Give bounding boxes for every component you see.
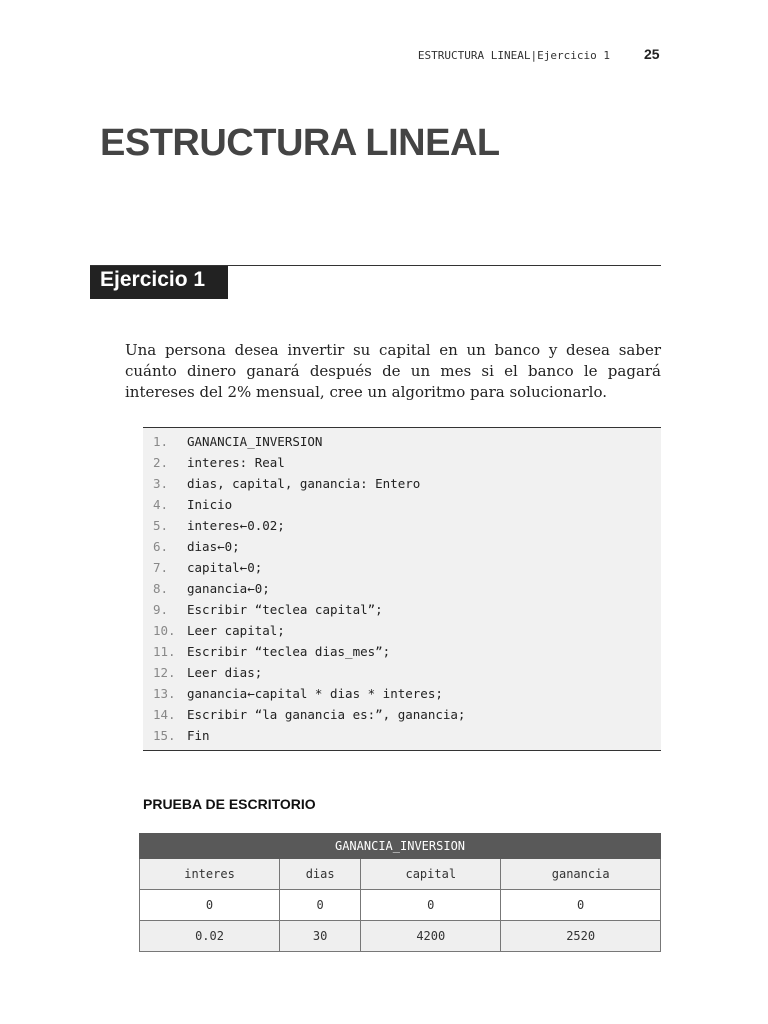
line-number: 14. [153, 707, 176, 722]
line-number: 3. [153, 476, 169, 491]
table-caption: GANANCIA_INVERSION [140, 834, 661, 859]
code-text: Fin [187, 728, 210, 743]
code-text: Escribir “la ganancia es:”, ganancia; [187, 707, 466, 722]
code-text: interes: Real [187, 455, 285, 470]
desk-check-heading: PRUEBA DE ESCRITORIO [143, 796, 316, 812]
exercise-label: Ejercicio 1 [90, 266, 228, 299]
code-line [143, 494, 661, 515]
table-row [140, 921, 661, 952]
code-line [143, 599, 661, 620]
code-text: capital←0; [187, 560, 263, 575]
table-cell: 0 [501, 890, 661, 921]
code-text: Escribir “teclea dias_mes”; [187, 644, 391, 659]
code-text: ganancia←capital * dias * interes; [187, 686, 443, 701]
table-cell: 0 [361, 890, 501, 921]
code-line [143, 683, 661, 704]
code-line [143, 473, 661, 494]
code-text: Inicio [187, 497, 233, 512]
table-cell: 30 [280, 921, 361, 952]
line-number: 2. [153, 455, 169, 470]
table-header-row [140, 859, 661, 890]
column-header: interes [140, 859, 280, 890]
pseudocode-block [143, 427, 661, 751]
running-header-section: ESTRUCTURA LINEAL [417, 49, 531, 62]
code-text: ganancia←0; [187, 581, 270, 596]
column-header: ganancia [501, 859, 661, 890]
line-number: 12. [153, 665, 176, 680]
table-cell: 2520 [501, 921, 661, 952]
code-line [143, 641, 661, 662]
code-text: dias←0; [187, 539, 240, 554]
code-text: interes←0.02; [187, 518, 285, 533]
table-cell: 0.02 [140, 921, 280, 952]
line-number: 4. [153, 497, 169, 512]
page-number: 25 [644, 46, 660, 62]
table-cell: 0 [280, 890, 361, 921]
code-line [143, 452, 661, 473]
running-header-separator: | [530, 49, 538, 62]
running-header [418, 49, 610, 62]
code-line [143, 725, 661, 746]
code-line [143, 620, 661, 641]
line-number: 6. [153, 539, 169, 554]
line-number: 13. [153, 686, 176, 701]
table-cell: 0 [140, 890, 280, 921]
column-header: dias [280, 859, 361, 890]
code-text: GANANCIA_INVERSION [187, 434, 323, 449]
code-line [143, 557, 661, 578]
line-number: 7. [153, 560, 169, 575]
chapter-title: ESTRUCTURA LINEAL [100, 122, 500, 164]
line-number: 9. [153, 602, 169, 617]
code-line [143, 704, 661, 725]
code-text: Leer capital; [187, 623, 285, 638]
column-header: capital [361, 859, 501, 890]
code-text: dias, capital, ganancia: Entero [187, 476, 421, 491]
code-text: Escribir “teclea capital”; [187, 602, 383, 617]
line-number: 8. [153, 581, 169, 596]
code-line [143, 431, 661, 452]
code-line [143, 515, 661, 536]
table-cell: 4200 [361, 921, 501, 952]
line-number: 5. [153, 518, 169, 533]
code-line [143, 578, 661, 599]
running-header-exercise: Ejercicio 1 [537, 49, 610, 62]
exercise-statement: Una persona desea invertir su capital en un banco y desea saber cuánto dinero ganará después de un mes si el banco le pagará intereses del 2% mensual, cree un algoritmo para solucionarlo. [125, 341, 661, 401]
desk-check-table [139, 833, 661, 952]
code-text: Leer dias; [187, 665, 263, 680]
line-number: 10. [153, 623, 176, 638]
line-number: 15. [153, 728, 176, 743]
table-row [140, 890, 661, 921]
code-line [143, 536, 661, 557]
line-number: 1. [153, 434, 169, 449]
code-line [143, 662, 661, 683]
line-number: 11. [153, 644, 176, 659]
